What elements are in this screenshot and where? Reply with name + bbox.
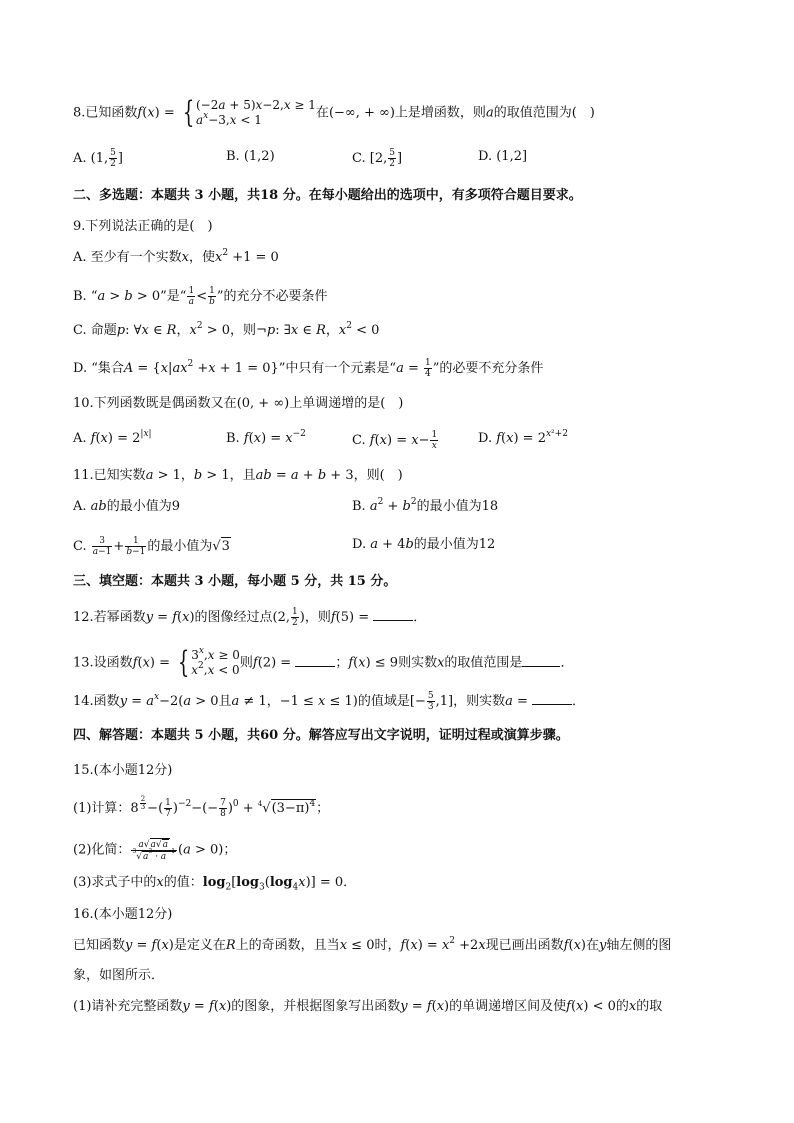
- q11-option-c: C. $\frac{3}{a-1}$ + $\frac{1}{b-1}$ 的最小值为√3: [73, 536, 230, 557]
- question-10: 10.下列函数既是偶函数又在(0, + ∞)上单调递增的是( ): [73, 396, 404, 411]
- q11-option-a: A. ab的最小值为9: [73, 499, 181, 514]
- q9-option-c: C. 命题p: ∀x ∈ R，$x^2 > 0$，则¬p: ∃x ∈ R，$x^2 < 0$: [73, 321, 380, 338]
- q10-option-c: C. f(x) = x− $\frac{1}{x}$: [352, 430, 438, 451]
- section-2-heading: 二、多选题：本题共 3 小题，共18 分。在每小题给出的选项中，有多项符合题目要求。: [73, 188, 582, 203]
- question-9: 9.下列说法正确的是( ): [73, 219, 213, 234]
- q16-text-line-1: 已知函数y = f(x)是定义在R上的奇函数，且当x ≤ 0时，$f(x) = x^2 +2x$现已画出函数f(x)在y轴左侧的图: [73, 936, 672, 953]
- question-12: 12.若幂函数y = f(x)的图像经过点(2, $\frac{1}{2}$ )，则f(5) = ．: [73, 607, 427, 628]
- q16-text-line-2: 象，如图所示．: [73, 968, 165, 983]
- q10-option-b: B. $f(x) = x^{-2}$: [226, 429, 306, 446]
- question-11: 11.已知实数a > 1，b > 1，且ab = a + b + 3，则( ): [73, 468, 403, 483]
- q11-option-d: D. a + 4b的最小值为12: [352, 537, 496, 552]
- q11-option-b: B. $a^2 + b^2$的最小值为18: [352, 497, 499, 514]
- question-13: 13.设函数f(x) = { $3^x,x \ge 0$ $x^2,x < 0$ 则f(2) = ；f(x) ≤ 9则实数x的取值范围是 ．: [73, 645, 574, 680]
- q15-part-1: (1)计算：8 $^{\frac{2}{3}}$ −( $\frac{1}{7}$ )$^{-2}$−(− $\frac{7}{8}$ )$^0 + ^4√(3-\pi)^4$；: [73, 795, 330, 819]
- section-4-heading: 四、解答题：本题共 5 小题，共60 分。解答应写出文字说明，证明过程或演算步骤。: [73, 728, 569, 743]
- q15-part-3: (3)求式子中的x的值：$\log_2[\log_3(\log_4x)] = 0$．: [73, 875, 357, 893]
- q9-option-a: A. 至少有一个实数x，使$x^2 +1 = 0$: [73, 248, 279, 265]
- q9-option-b: B. “a > b > 0”是“ $\frac{1}{a}$ < $\frac{1}{b}$ ”的充分不必要条件: [73, 286, 328, 307]
- q9-option-d: D. “集合$A = \{x|ax^2 +x + 1 = 0\}$”中只有一个元素是“a = $\frac{1}{4}$ ”的必要不充分条件: [73, 358, 544, 379]
- question-14: 14.函数$y = a^x-2(a > 0$且a ≠ 1，−1 ≤ x ≤ 1)的值域是[− $\frac{5}{3}$ ,1]，则实数a = ．: [73, 691, 586, 712]
- q15-part-2: (2)化简： $\frac{a√a√a}{^3√a^3 \cdot a^{-1}}$ (a > 0)；: [73, 840, 237, 862]
- section-3-heading: 三、填空题：本题共 3 小题，每小题 5 分，共 15 分。: [73, 574, 397, 589]
- q10-option-d: D. $f(x) = 2^{x^2+2}$: [478, 429, 568, 446]
- q8-option-d: D. (1,2]: [478, 149, 528, 164]
- question-15: 15.(本小题12分): [73, 763, 173, 778]
- q10-option-a: A. $f(x) = 2^{|x|}$: [73, 429, 152, 446]
- question-8: 8.已知函数f(x) = { (−2a + 5)x−2,x ≥ 1 $a^x-3,x < 1$ 在(−∞, + ∞)上是增函数，则a的取值范围为( ): [73, 95, 595, 130]
- question-16: 16.(本小题12分): [73, 907, 173, 922]
- q8-option-a: A. (1, $\frac{5}{2}$ ]: [73, 148, 123, 169]
- q8-option-b: B. (1,2): [226, 149, 275, 164]
- q16-part-1: (1)请补充完整函数y = f(x)的图象，并根据图象写出函数y = f(x)的单调递增区间及使f(x) < 0的x的取: [73, 999, 663, 1014]
- q8-option-c: C. [2, $\frac{5}{2}$ ]: [352, 148, 403, 169]
